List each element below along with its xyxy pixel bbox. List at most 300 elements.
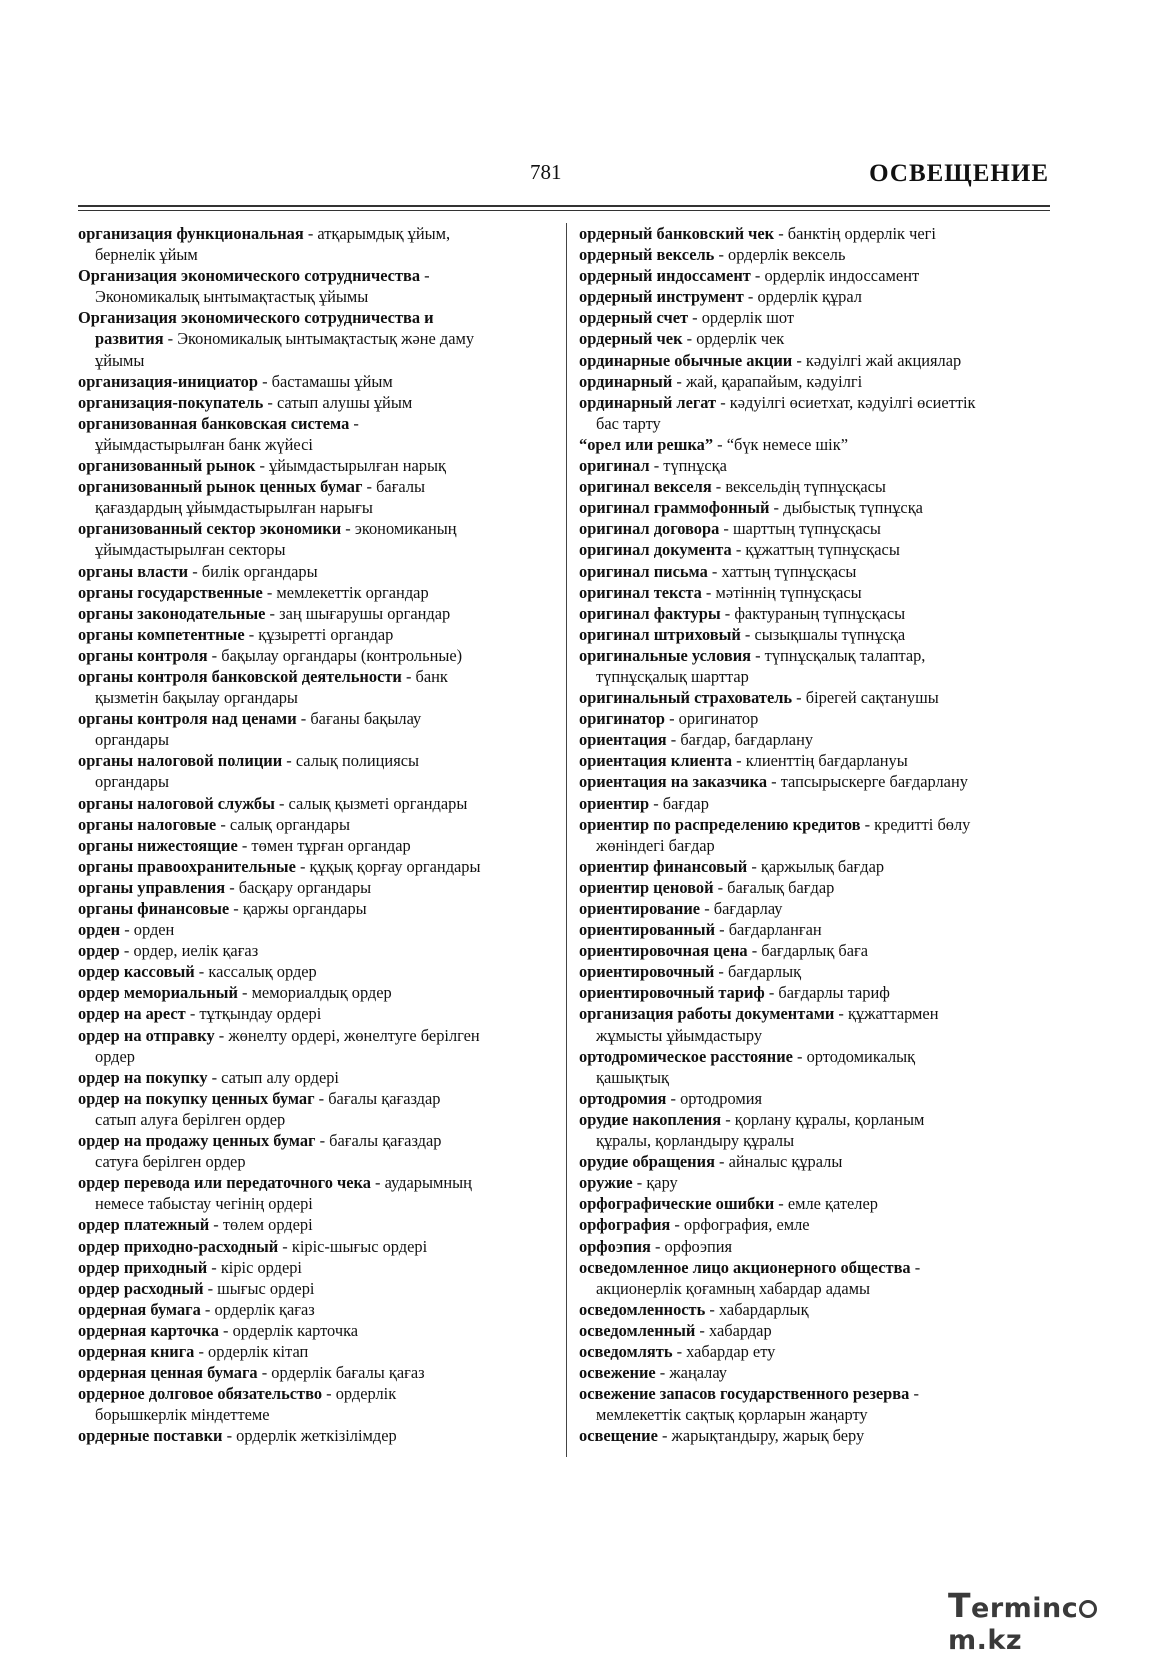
entry-term: ортодромическое расстояние: [579, 1046, 793, 1066]
entry-dash: -: [792, 350, 806, 370]
dictionary-entry-line: [579, 708, 1054, 729]
dictionary-entry-line: [78, 518, 558, 539]
entry-term: “орел или решка”: [579, 434, 714, 454]
entry-dash: -: [349, 413, 359, 433]
dictionary-entry-line: [579, 1299, 1054, 1320]
dictionary-entry-line: [579, 1130, 1054, 1151]
dictionary-entry-line: [78, 961, 558, 982]
entry-definition: бақылау органдары (контрольные): [221, 645, 463, 665]
entry-term: ордер на покупку ценных бумаг: [78, 1088, 315, 1108]
entry-definition: бағдар, бағдарлану: [680, 730, 814, 750]
dictionary-entry-line: [579, 518, 1054, 539]
entry-dash: -: [315, 1131, 330, 1151]
entry-definition: сызықшалы түпнұсқа: [754, 624, 906, 644]
entry-dash: -: [163, 329, 178, 349]
entry-dash: -: [714, 962, 728, 982]
entry-dash: -: [218, 1320, 233, 1340]
entry-dash: -: [747, 856, 761, 876]
entry-term: орфоэпия: [579, 1236, 651, 1256]
entry-dash: -: [910, 1257, 921, 1277]
entry-dash: -: [214, 1025, 229, 1045]
entry-definition: ордерлік құрал: [757, 287, 862, 307]
entry-definition: атқарымдық ұйым,: [317, 224, 451, 243]
entry-definition: ордерлік вексель: [728, 245, 846, 265]
entry-dash: -: [715, 920, 729, 940]
dictionary-entry-line: [78, 434, 558, 455]
dictionary-entry-line: [78, 919, 558, 940]
entry-dash: -: [225, 877, 239, 897]
entry-term: органы власти: [78, 561, 189, 581]
entry-dash: -: [650, 1236, 665, 1256]
entry-term: ордер на покупку: [78, 1067, 208, 1087]
dictionary-entry-line: [579, 1109, 1054, 1130]
dictionary-entry-line: [78, 1362, 558, 1383]
entry-dash: -: [716, 392, 730, 412]
entry-term: организация функциональная: [78, 224, 304, 243]
dictionary-entry-line: [579, 1278, 1054, 1299]
entry-dash: -: [632, 1173, 647, 1193]
entry-dash: -: [750, 266, 765, 286]
entry-term: органы налоговой полиции: [78, 751, 283, 771]
entry-definition: мемлекеттік органдар: [276, 582, 429, 602]
entry-dash: -: [341, 519, 355, 539]
entry-term: ориентировочный: [579, 962, 715, 982]
entry-definition: айналыс құралы: [728, 1152, 843, 1172]
entry-definition: салық қызметі органдары: [288, 793, 468, 813]
entry-dash: -: [222, 1426, 237, 1446]
dictionary-entry-line: [78, 1046, 558, 1067]
entry-term: ориентация на заказчика: [579, 772, 768, 792]
entry-term: оригинал текста: [579, 582, 702, 602]
dictionary-entry-line: [579, 350, 1054, 371]
dictionary-entry-line: [78, 645, 558, 666]
entry-definition: түпнұсқа: [663, 456, 727, 476]
dictionary-entry-line: [78, 666, 558, 687]
entry-definition: акционерлік қоғамның хабардар адамы: [596, 1278, 871, 1298]
entry-dash: -: [209, 1215, 223, 1235]
entry-dash: -: [740, 624, 755, 644]
entry-dash: -: [207, 1067, 222, 1087]
dictionary-entry-line: [78, 328, 558, 349]
entry-dash: -: [370, 1173, 385, 1193]
entry-term: организованный сектор экономики: [78, 519, 342, 539]
dictionary-entry-line: [579, 1362, 1054, 1383]
entry-term: Организация экономического сотрудничества и: [78, 308, 434, 328]
entry-definition: немесе табыстау чегінің ордері: [95, 1194, 313, 1214]
entry-definition: ордерлік кітап: [208, 1341, 309, 1361]
entry-definition: сатып алу ордері: [221, 1067, 339, 1087]
dictionary-entry-line: [78, 1236, 558, 1257]
dictionary-entry-line: [579, 392, 1054, 413]
dictionary-entry-line: [579, 476, 1054, 497]
dictionary-entry-line: [579, 1257, 1054, 1278]
entry-definition: бірегей сақтанушы: [805, 688, 939, 708]
entry-term: освещение: [579, 1426, 658, 1446]
dictionary-entry-line: [78, 750, 558, 771]
entry-definition: хаттың түпнұсқасы: [721, 561, 857, 581]
entry-definition: мемлекеттік сақтық қорларын жаңарту: [596, 1405, 868, 1425]
entry-definition: хабардар ету: [686, 1341, 776, 1361]
entry-term: ортодромия: [579, 1088, 667, 1108]
dictionary-entry-line: [579, 877, 1054, 898]
entry-definition: сатып алушы ұйым: [276, 392, 413, 412]
entry-dash: -: [649, 793, 663, 813]
dictionary-entry-line: [78, 476, 558, 497]
entry-term: ориентир ценовой: [579, 877, 714, 897]
entry-dash: -: [257, 1363, 272, 1383]
entry-term: осведомленное лицо акционерного общества: [579, 1257, 911, 1277]
entry-term: ордерная карточка: [78, 1320, 219, 1340]
entry-definition: жарықтандыру, жарық беру: [671, 1426, 865, 1446]
dictionary-entry-line: [78, 771, 558, 792]
entry-dash: -: [216, 814, 230, 834]
entry-term: оригинальный страхователь: [579, 688, 793, 708]
dictionary-entry-line: [78, 708, 558, 729]
entry-definition: қызметін бақылау органдары: [95, 688, 298, 708]
entry-dash: -: [296, 709, 311, 729]
entry-term: ордер перевода или передаточного чека: [78, 1173, 371, 1193]
dictionary-entry-line: [78, 1067, 558, 1088]
entry-definition: жөніндегі бағдар: [596, 835, 715, 855]
entry-definition: орден: [133, 920, 175, 940]
dictionary-entry-line: [579, 961, 1054, 982]
entry-dash: -: [655, 1363, 670, 1383]
entry-dash: -: [666, 730, 681, 750]
entry-dash: -: [747, 941, 762, 961]
entry-definition: бернелік ұйым: [95, 245, 198, 265]
entry-definition: төмен тұрған органдар: [251, 835, 411, 855]
entry-dash: -: [119, 941, 134, 961]
dictionary-entry-line: [579, 666, 1054, 687]
dictionary-entry-line: [579, 793, 1054, 814]
dictionary-entry-line: [78, 1025, 558, 1046]
entry-definition: құжаттармен: [847, 1004, 939, 1024]
entry-definition: банктің ордерлік чегі: [787, 224, 936, 243]
entry-term: осведомленность: [579, 1299, 706, 1319]
dictionary-entry-line: [78, 1193, 558, 1214]
entry-definition: бағалық бағдар: [727, 877, 835, 897]
entry-definition: банк: [415, 666, 448, 686]
entry-term: ориентирование: [579, 899, 701, 918]
dictionary-entry-line: [579, 1151, 1054, 1172]
dictionary-entry-line: [78, 877, 558, 898]
entry-term: органы нижестоящие: [78, 835, 238, 855]
dictionary-entry-line: [78, 1278, 558, 1299]
entry-dash: -: [792, 1046, 807, 1066]
entry-dash: -: [314, 1088, 329, 1108]
dictionary-entry-line: [579, 455, 1054, 476]
dictionary-entry-line: [78, 687, 558, 708]
entry-term: организация-покупатель: [78, 392, 264, 412]
logo-text-middle: erminc: [971, 1593, 1079, 1624]
entry-definition: ордерлік: [335, 1384, 397, 1404]
entry-dash: -: [695, 1320, 709, 1340]
dictionary-entry-line: [78, 793, 558, 814]
dictionary-entry-line: [579, 1193, 1054, 1214]
dictionary-entry-line: [579, 814, 1054, 835]
entry-dash: -: [295, 856, 310, 876]
entry-term: оригинал договора: [579, 519, 720, 539]
entry-dash: -: [792, 688, 806, 708]
entry-definition: бағаны бақылау: [310, 709, 422, 729]
dictionary-entry-line: [579, 1214, 1054, 1235]
entry-dash: -: [274, 793, 289, 813]
entry-dash: -: [194, 1341, 209, 1361]
dictionary-entry-line: [579, 1025, 1054, 1046]
dictionary-entry-line: [78, 982, 558, 1003]
dictionary-entry-line: [579, 1383, 1054, 1404]
entry-term: оригинал векселя: [579, 477, 712, 497]
entry-definition: мәтіннің түпнұсқасы: [715, 582, 862, 602]
dictionary-entry-line: [78, 371, 558, 392]
entry-dash: -: [834, 1004, 848, 1024]
entry-dash: -: [705, 1299, 719, 1319]
entry-dash: -: [707, 561, 722, 581]
entry-dash: -: [207, 645, 222, 665]
dictionary-entry-line: [579, 898, 1054, 919]
entry-term: органы контроля: [78, 645, 208, 665]
running-head: ОСВЕЩЕНИЕ: [869, 160, 1049, 187]
entry-term: оружие: [579, 1173, 633, 1193]
entry-definition: заң шығарушы органдар: [279, 603, 451, 623]
dictionary-entry-line: [579, 497, 1054, 518]
entry-term: ордерный счет: [579, 308, 689, 328]
entry-term: органы компетентные: [78, 624, 245, 644]
entry-term: организация-инициатор: [78, 371, 258, 391]
entry-dash: -: [666, 1088, 681, 1108]
entry-dash: -: [711, 477, 726, 497]
logo-circle-icon: [1079, 1600, 1097, 1618]
entry-term: оригинальные условия: [579, 645, 752, 665]
dictionary-entry-line: [579, 645, 1054, 666]
entry-definition: тұтқындау ордері: [199, 1004, 322, 1024]
entry-term: ордерное долговое обязательство: [78, 1384, 323, 1404]
entry-definition: бағдар: [662, 793, 709, 813]
entry-dash: -: [282, 751, 296, 771]
entry-definition: кәдуілгі өсиетхат, кәдуілгі өсиеттік: [729, 392, 976, 412]
entry-definition: бағдарлы тариф: [778, 983, 890, 1003]
entry-term: ордерные поставки: [78, 1426, 223, 1446]
entry-term: ордер приходно-расходный: [78, 1236, 279, 1256]
entry-term: орудие накопления: [579, 1109, 722, 1129]
entry-dash: -: [714, 1152, 729, 1172]
entry-dash: -: [713, 877, 728, 897]
entry-term: организованный рынок ценных бумаг: [78, 477, 363, 497]
entry-definition: құжаттың түпнұсқасы: [745, 540, 900, 560]
entry-term: органы управления: [78, 877, 226, 897]
entry-term: освежение запасов государственного резерва: [579, 1384, 910, 1404]
entry-definition: ұйымдастырылған нарық: [269, 456, 446, 476]
entry-dash: -: [194, 962, 209, 982]
dictionary-entry-line: [579, 982, 1054, 1003]
dictionary-entry-line: [78, 223, 558, 244]
dictionary-entry-line: [579, 265, 1054, 286]
entry-term: ориентация: [579, 730, 667, 750]
entry-definition: ордерлік жеткізілімдер: [236, 1426, 397, 1446]
entry-dash: -: [670, 1215, 684, 1235]
dictionary-entry-line: [579, 371, 1054, 392]
entry-dash: -: [719, 519, 733, 539]
dictionary-entry-line: [78, 497, 558, 518]
entry-dash: -: [420, 266, 430, 286]
dictionary-entry-line: [579, 223, 1054, 244]
entry-term: организация работы документами: [579, 1004, 835, 1024]
entry-dash: -: [751, 645, 765, 665]
entry-definition: бағдарлық баға: [761, 941, 869, 961]
dictionary-entry-line: [579, 1003, 1054, 1024]
entry-definition: органдары: [95, 772, 169, 792]
entry-term: осведомлять: [579, 1341, 673, 1361]
entry-term: оригинал документа: [579, 540, 732, 560]
entry-dash: -: [265, 603, 280, 623]
header-rule-thin: [78, 210, 1050, 211]
entry-term: органы государственные: [78, 582, 263, 602]
entry-definition: шарттың түпнұсқасы: [732, 519, 881, 539]
entry-dash: -: [237, 835, 252, 855]
entry-term: осведомленный: [579, 1320, 696, 1340]
dictionary-entry-line: [78, 1003, 558, 1024]
dictionary-entry-line: [78, 455, 558, 476]
entry-dash: -: [767, 772, 781, 792]
entry-term: орфографические ошибки: [579, 1194, 775, 1214]
entry-definition: ордерлік чек: [696, 329, 785, 349]
entry-term: ордерная ценная бумага: [78, 1363, 258, 1383]
entry-definition: ордерлік бағалы қағаз: [271, 1363, 425, 1383]
entry-definition: құзыретті органдар: [258, 624, 394, 644]
dictionary-entry-line: [78, 413, 558, 434]
dictionary-entry-line: [78, 1299, 558, 1320]
entry-dash: -: [720, 603, 735, 623]
entry-term: ордер кассовый: [78, 962, 195, 982]
entry-definition: мемориалдық ордер: [251, 983, 392, 1003]
entry-definition: түпнұсқалық талаптар,: [764, 645, 926, 665]
dictionary-entry-line: [579, 1046, 1054, 1067]
dictionary-entry-line: [78, 1257, 558, 1278]
entry-dash: -: [200, 1299, 215, 1319]
entry-term: оригинал: [579, 456, 650, 476]
entry-term: органы финансовые: [78, 899, 230, 918]
dictionary-entry-line: [78, 940, 558, 961]
entry-definition: кассалық ордер: [208, 962, 317, 982]
dictionary-entry-line: [78, 350, 558, 371]
dictionary-entry-line: [579, 771, 1054, 792]
entry-dash: -: [657, 1426, 672, 1446]
entry-term: ордерная бумага: [78, 1299, 201, 1319]
entry-dash: -: [322, 1384, 336, 1404]
entry-definition: қағаздардың ұйымдастырылған нарығы: [95, 498, 373, 518]
entry-dash: -: [229, 899, 243, 918]
entry-term: освежение: [579, 1363, 656, 1383]
entry-definition: шығыс ордері: [217, 1278, 315, 1298]
entry-term: организованная банковская система: [78, 413, 350, 433]
entry-term: органы правоохранительные: [78, 856, 296, 876]
entry-definition: салық органдары: [229, 814, 351, 834]
entry-definition: ордер: [95, 1046, 135, 1066]
entry-term: Организация экономического сотрудничества: [78, 266, 421, 286]
entry-definition: жұмысты ұйымдастыру: [596, 1025, 763, 1045]
entry-dash: -: [700, 899, 714, 918]
header-rule-thick: [78, 205, 1050, 207]
dictionary-entry-line: [78, 1130, 558, 1151]
entry-term: ординарный: [579, 371, 673, 391]
entry-dash: -: [721, 1109, 735, 1129]
entry-definition: құралы, қорландыру құралы: [596, 1131, 795, 1151]
entry-dash: -: [860, 814, 875, 834]
dictionary-entry-line: [78, 1341, 558, 1362]
entry-definition: “бүк немесе шік”: [726, 434, 848, 454]
entry-term: ордер расходный: [78, 1278, 204, 1298]
entry-definition: клиенттің бағдарлануы: [745, 751, 908, 771]
dictionary-entry-line: [579, 307, 1054, 328]
dictionary-entry-line: [78, 898, 558, 919]
entry-definition: тапсырыскерге бағдарлану: [780, 772, 968, 792]
entry-definition: бағдарланған: [728, 920, 822, 940]
entry-dash: -: [203, 1278, 218, 1298]
entry-dash: -: [649, 456, 664, 476]
entry-term: оригинал штриховый: [579, 624, 741, 644]
entry-term: ордерный вексель: [579, 245, 715, 265]
entry-definition: құқық қорғау органдары: [309, 856, 481, 876]
entry-term: ориентир: [579, 793, 650, 813]
dictionary-entry-line: [579, 750, 1054, 771]
entry-definition: жай, қарапайым, кәдуілгі: [685, 371, 863, 391]
entry-term: ордер приходный: [78, 1257, 208, 1277]
entry-definition: кәдуілгі жай акциялар: [805, 350, 962, 370]
dictionary-entry-line: [78, 1172, 558, 1193]
entry-definition: хабардар: [708, 1320, 772, 1340]
dictionary-entry-line: [579, 434, 1054, 455]
dictionary-entry-line: [78, 539, 558, 560]
entry-dash: -: [688, 308, 702, 328]
entry-dash: -: [262, 582, 277, 602]
entry-dash: -: [774, 1194, 788, 1214]
entry-definition: ордерлік индоссамент: [764, 266, 920, 286]
entry-definition: бас тарту: [596, 413, 661, 433]
entry-dash: -: [244, 624, 259, 644]
entry-definition: ортодромия: [680, 1088, 763, 1108]
dictionary-entry-line: [78, 286, 558, 307]
entry-definition: бағалы қағаздар: [329, 1131, 442, 1151]
logo-letter-t: T: [948, 1586, 972, 1625]
entry-term: оригинал фактуры: [579, 603, 721, 623]
dictionary-entry-line: [579, 1425, 1054, 1446]
dictionary-entry-line: [78, 1404, 558, 1425]
entry-term: ордерный чек: [579, 329, 683, 349]
entry-dash: -: [255, 456, 270, 476]
entry-dash: -: [764, 983, 779, 1003]
entry-definition: ордерлік карточка: [232, 1320, 359, 1340]
entry-definition: борышкерлік міндеттеме: [95, 1405, 270, 1425]
entry-dash: -: [120, 920, 134, 940]
dictionary-entry-line: [78, 624, 558, 645]
entry-dash: -: [665, 709, 679, 729]
entry-term: ориентация клиента: [579, 751, 733, 771]
entry-definition: кіріс ордері: [220, 1257, 302, 1277]
entry-definition: вексельдің түпнұсқасы: [725, 477, 886, 497]
dictionary-entry-line: [579, 919, 1054, 940]
entry-dash: -: [701, 582, 716, 602]
entry-dash: -: [713, 434, 727, 454]
entry-dash: -: [672, 1341, 687, 1361]
dictionary-entry-line: [579, 244, 1054, 265]
terminkom-logo: [948, 1586, 1158, 1656]
dictionary-entry-line: [78, 244, 558, 265]
entry-term: ордер на продажу ценных бумаг: [78, 1131, 316, 1151]
entry-definition: төлем ордері: [222, 1215, 313, 1235]
dictionary-entry-line: [579, 1341, 1054, 1362]
dictionary-entry-line: [78, 582, 558, 603]
entry-term: ордер: [78, 941, 120, 961]
